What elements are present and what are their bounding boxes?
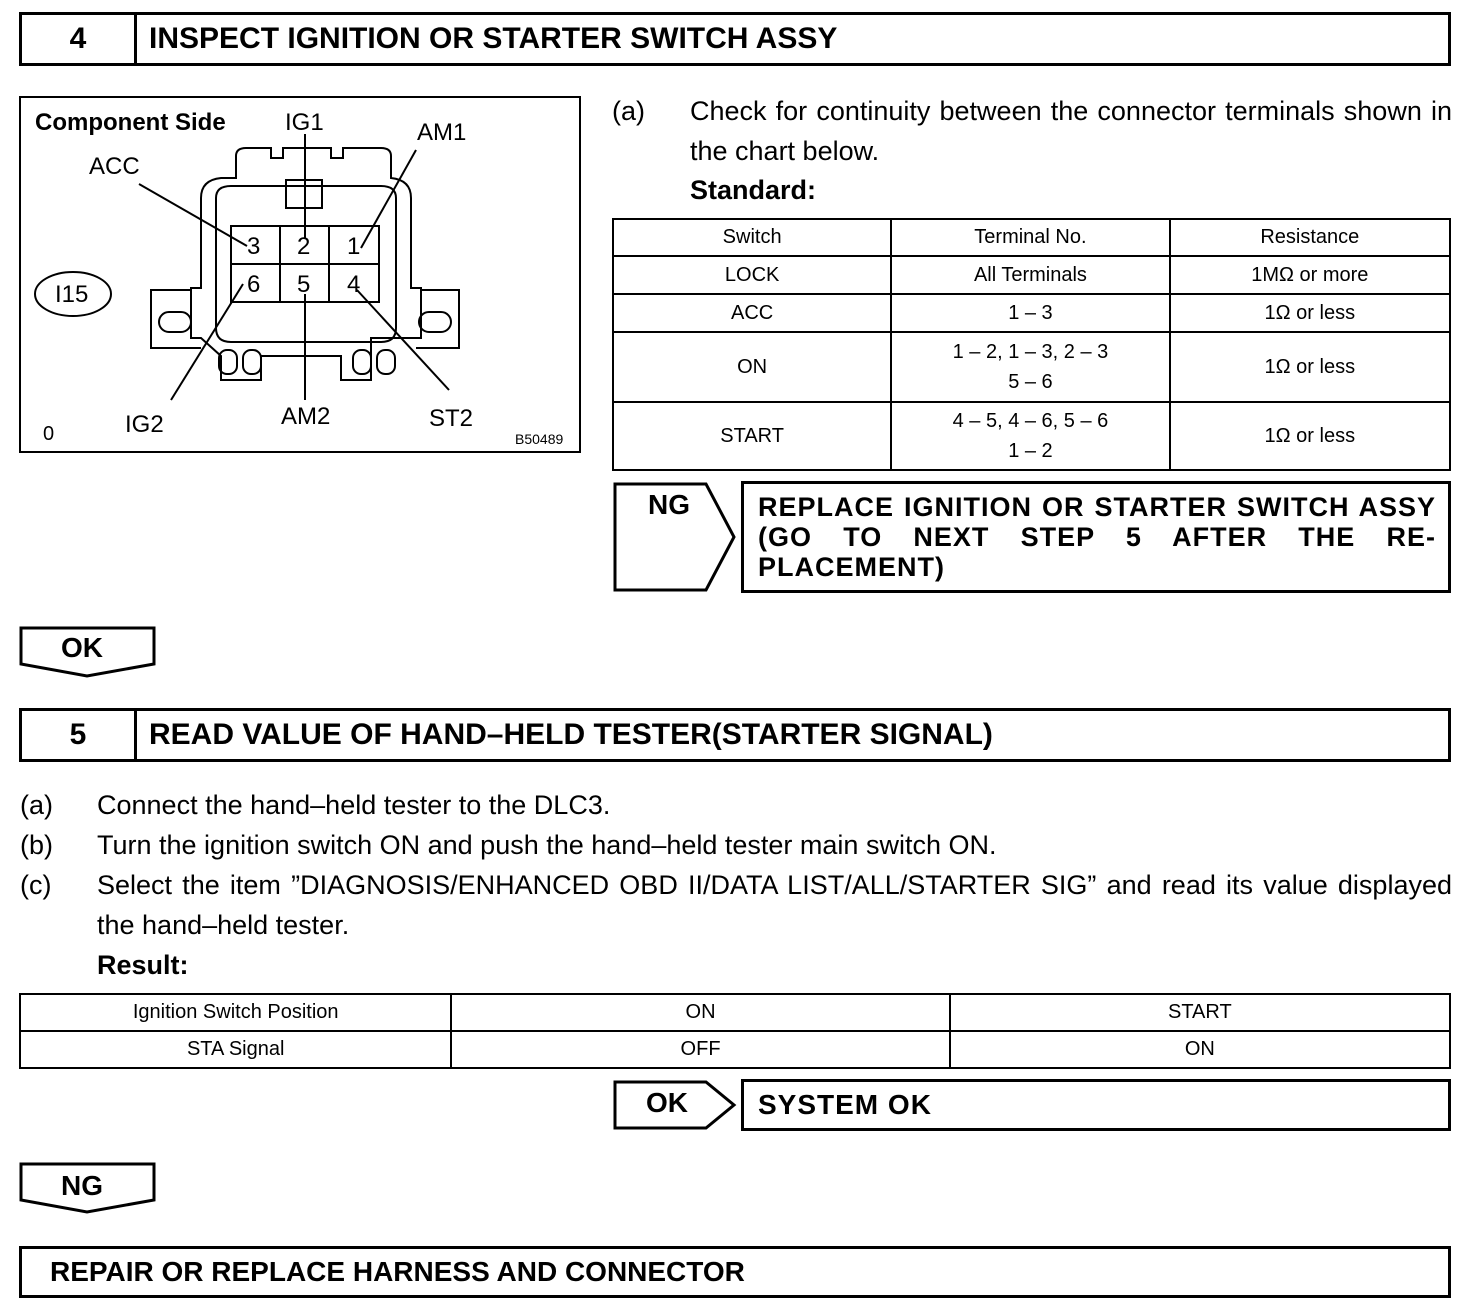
st2-label: ST2 xyxy=(429,405,474,432)
pin-1: 1 xyxy=(347,233,361,260)
step4-ng-label: NG xyxy=(648,489,690,520)
table-cell: 1 – 3 xyxy=(891,294,1169,332)
step5-c-letter: (c) xyxy=(20,870,52,900)
connector-id: I15 xyxy=(55,281,89,308)
step5-ng-arrow xyxy=(19,1162,156,1214)
step5-title: READ VALUE OF HAND–HELD TESTER(STARTER SIGNAL) xyxy=(149,718,993,751)
table-cell: ON xyxy=(613,332,891,402)
pin-5: 5 xyxy=(297,271,311,298)
table-row xyxy=(613,256,1450,294)
connector-drawing xyxy=(21,98,579,451)
table-cell xyxy=(891,402,1169,470)
table-row xyxy=(613,402,1450,470)
step5-a-text: Connect the hand–held tester to the DLC3. xyxy=(97,790,611,820)
step5-c-text: Select the item ”DIAGNOSIS/ENHANCED OBD II/DATA LIST/ALL/STARTER SIG” and read its value displayed the hand–held tester. xyxy=(97,870,1452,940)
table-cell xyxy=(891,332,1169,402)
step4-title: INSPECT IGNITION OR STARTER SWITCH ASSY xyxy=(149,22,838,55)
step5-ok-arrow xyxy=(612,1079,738,1131)
table-cell: ON xyxy=(451,994,949,1031)
connector-diagram xyxy=(19,96,581,453)
table-cell: 1Ω or less xyxy=(1170,332,1450,402)
component-side-label: Component Side xyxy=(35,109,226,136)
table-row xyxy=(613,294,1450,332)
terminal-line: 5 – 6 xyxy=(1008,371,1053,393)
pin-3: 3 xyxy=(247,233,261,260)
standard-table xyxy=(612,218,1451,471)
acc-label: ACC xyxy=(89,153,140,180)
ig2-label: IG2 xyxy=(125,411,164,438)
ig1-label: IG1 xyxy=(285,109,324,136)
terminal-line: 4 – 5, 4 – 6, 5 – 6 xyxy=(952,410,1109,432)
figure-code: B50489 xyxy=(515,431,564,447)
table-row xyxy=(20,1031,1450,1068)
pin-4: 4 xyxy=(347,271,361,298)
table-cell: ON xyxy=(950,1031,1450,1068)
step5-ok-label: OK xyxy=(646,1087,688,1118)
step4-number: 4 xyxy=(22,15,137,63)
step4-header xyxy=(19,12,1451,66)
step4-ng-arrow xyxy=(612,481,738,593)
step5-ok-action: SYSTEM OK xyxy=(741,1079,1451,1131)
step5-header xyxy=(19,708,1451,762)
step5-b-letter: (b) xyxy=(20,830,53,860)
step5-number: 5 xyxy=(22,711,137,759)
terminal-line: 1 – 2, 1 – 3, 2 – 3 xyxy=(952,341,1109,363)
table-cell: 1Ω or less xyxy=(1170,402,1450,470)
table-header: Switch xyxy=(613,219,891,256)
step4-a-text: Check for continuity between the connector terminals shown in the chart below. xyxy=(690,96,1452,166)
table-header: Terminal No. xyxy=(891,219,1169,256)
table-cell: LOCK xyxy=(613,256,891,294)
table-cell: START xyxy=(613,402,891,470)
step4-ng-action: REPLACE IGNITION OR STARTER SWITCH ASSY (GO TO NEXT STEP 5 AFTER THE RE- PLACEMENT) xyxy=(741,481,1451,593)
table-cell: 1Ω or less xyxy=(1170,294,1450,332)
table-cell: STA Signal xyxy=(20,1031,451,1068)
step4-a-letter: (a) xyxy=(612,96,645,126)
step5-b-text: Turn the ignition switch ON and push the hand–held tester main switch ON. xyxy=(97,830,997,860)
am1-label: AM1 xyxy=(417,119,467,146)
step5-a-letter: (a) xyxy=(20,790,53,820)
step5-ng-label: NG xyxy=(61,1170,103,1201)
table-cell: OFF xyxy=(451,1031,949,1068)
table-row xyxy=(20,994,1450,1031)
table-cell: Ignition Switch Position xyxy=(20,994,451,1031)
table-cell: START xyxy=(950,994,1450,1031)
table-cell: All Terminals xyxy=(891,256,1169,294)
standard-label: Standard: xyxy=(690,175,817,205)
step4-ok-label: OK xyxy=(61,632,103,663)
corner-label: 0 xyxy=(43,423,55,445)
pin-2: 2 xyxy=(297,233,311,260)
terminal-line: 1 – 2 xyxy=(1008,440,1053,462)
step4-ok-arrow xyxy=(19,626,156,678)
am2-label: AM2 xyxy=(281,403,331,430)
final-action: REPAIR OR REPLACE HARNESS AND CONNECTOR xyxy=(19,1246,1451,1298)
result-table xyxy=(19,993,1451,1069)
table-header-row xyxy=(613,219,1450,256)
result-label: Result: xyxy=(97,950,189,980)
pin-6: 6 xyxy=(247,271,261,298)
table-cell: ACC xyxy=(613,294,891,332)
table-header: Resistance xyxy=(1170,219,1450,256)
table-cell: 1MΩ or more xyxy=(1170,256,1450,294)
table-row xyxy=(613,332,1450,402)
